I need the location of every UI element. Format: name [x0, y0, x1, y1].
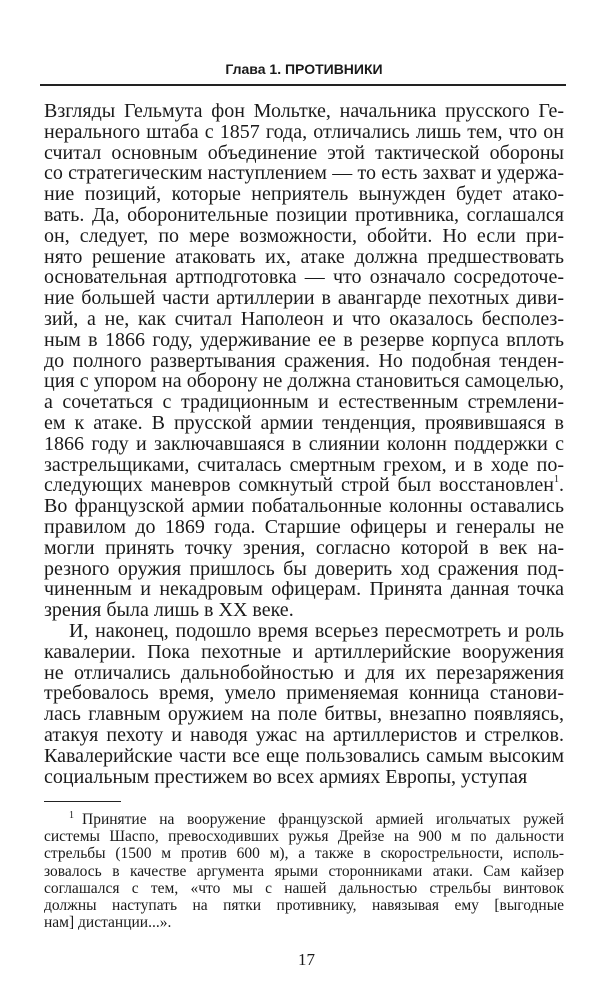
- line-text: Принятие на вооружение французской армией игольчатых ружей: [82, 811, 564, 828]
- text-line: [44, 663, 564, 684]
- text-line: [44, 621, 564, 642]
- line-text: следующих маневров сомкнутый строй был восстановлен: [44, 474, 554, 497]
- line-text: социальным престижем во всех армиях Европы, уступая: [44, 765, 528, 788]
- footnote-line: [44, 863, 564, 880]
- line-text: Во французской армии побатальонные колонны оставались: [44, 495, 564, 518]
- text-line: [44, 247, 564, 268]
- text-line: [44, 226, 564, 247]
- text-line: [44, 371, 564, 392]
- line-text: вать. Да, оборонительные позиции противника, соглашался: [44, 203, 564, 226]
- text-line: [44, 517, 564, 538]
- line-text: лась главным оружием на поле битвы, внезапно появляясь,: [44, 703, 564, 726]
- footnote-marker: 1: [69, 810, 74, 821]
- text-line: [44, 288, 564, 309]
- text-line: [44, 309, 564, 330]
- line-text: должны наступать на пятки противнику, навязывая ему [выгодные: [44, 896, 564, 914]
- text-line: [44, 475, 564, 496]
- footnote-rule: [44, 801, 121, 802]
- text-line: [44, 267, 564, 288]
- line-text: ция с упором на оборону не должна становиться самоцелью,: [44, 370, 564, 393]
- line-text: стрельбы (1500 м против 600 м), а также в скорострельности, исполь-: [44, 845, 564, 863]
- text-line: [44, 122, 564, 143]
- text-line: [44, 205, 564, 226]
- footnote-reference[interactable]: 1: [554, 474, 559, 486]
- text-line: [44, 392, 564, 413]
- line-text: зий, а не, как считал Наполеон и что оказалось бесполез-: [44, 307, 564, 330]
- line-text: ние позиций, которые неприятель вынужден будет атако-: [44, 183, 564, 206]
- line-text: Кавалерийские части все еще пользовались самым высоким: [44, 744, 564, 767]
- line-text: до полного развертывания сражения. Но подобная тенден-: [44, 349, 564, 372]
- text-line: [44, 330, 564, 351]
- text-line: [44, 496, 564, 517]
- text-line: [44, 184, 564, 205]
- punctuation: .: [559, 474, 564, 497]
- text-line: [44, 455, 564, 476]
- text-line: [44, 579, 564, 600]
- line-text: ние большей части артиллерии в авангарде пехотных диви-: [44, 287, 564, 310]
- footnote: [44, 811, 564, 931]
- footnote-line: [44, 897, 564, 914]
- text-line: [44, 163, 564, 184]
- line-text: кавалерии. Пока пехотные и артиллерийские вооружения: [44, 640, 564, 663]
- paragraph-1: [44, 101, 564, 621]
- line-text: требовалось время, умело применяемая конница станови-: [44, 682, 564, 705]
- line-text: он, следует, по мере возможности, обойти. Но если при-: [44, 224, 564, 247]
- line-text: ем к атаке. В прусской армии тенденция, проявившаяся в: [44, 411, 564, 434]
- line-text: правилом до 1869 года. Старшие офицеры и генералы не: [44, 515, 564, 538]
- line-text: нято решение атаковать их, атаке должна предшествовать: [44, 245, 564, 268]
- line-text: застрельщиками, считалась смертным грехом, и в ходе по-: [44, 453, 564, 476]
- footnote-line: [44, 914, 564, 931]
- footnote-line: [44, 845, 564, 862]
- text-line: [44, 351, 564, 372]
- line-text: нерального штаба с 1857 года, отличались лишь тем, что он: [44, 120, 564, 143]
- line-with-footnote-ref: [44, 474, 564, 496]
- page-number: 17: [298, 950, 315, 969]
- footnote-line: [44, 811, 564, 828]
- text-line: [44, 600, 564, 621]
- line-text: не отличались дальнобойностью и для их перезаряжения: [44, 661, 564, 684]
- text-line: [44, 767, 564, 788]
- line-text: И, наконец, подошло время всерьез пересмотреть и роль: [69, 619, 564, 642]
- header-rule: [40, 84, 566, 86]
- text-line: [44, 413, 564, 434]
- line-text: 1866 году и заключавшаяся в слиянии колонн поддержки с: [44, 432, 564, 455]
- text-line: [44, 642, 564, 663]
- line-text: а сочетаться с традиционным и естественным стремлени-: [44, 391, 564, 414]
- line-text: Взгляды Гельмута фон Мольтке, начальника прусского Ге-: [44, 100, 564, 122]
- line-text: соглашался с тем, «что мы с нашей дальностью стрельбы винтовок: [44, 879, 564, 897]
- body-text: [44, 101, 564, 787]
- text-line: [44, 746, 564, 767]
- paragraph-2: [44, 621, 564, 787]
- text-line: [44, 434, 564, 455]
- text-line: [44, 683, 564, 704]
- text-line: [44, 704, 564, 725]
- line-text: основательная артподготовка — что означало сосредоточе-: [44, 266, 564, 289]
- line-text: чиненным и некадровым офицерам. Принята данная точка: [44, 578, 564, 601]
- line-text: ным в 1866 году, удерживание ее в резерве корпуса вплоть: [44, 328, 564, 351]
- line-text: резного оружия пришлось бы доверить ход сражения под-: [44, 557, 564, 580]
- line-text: системы Шаспо, превосходивших ружья Дрейзе на 900 м по дальности: [44, 828, 564, 846]
- text-line: [44, 538, 564, 559]
- line-text: со стратегическим наступлением — то есть захват и удержа-: [44, 162, 564, 185]
- text-line: [44, 559, 564, 580]
- footnote-line: [44, 828, 564, 845]
- text-line: [44, 101, 564, 122]
- footnote-line: [44, 880, 564, 897]
- text-line: [44, 725, 564, 746]
- line-text: зрения была лишь в XX веке.: [44, 599, 294, 622]
- text-line: [44, 143, 564, 164]
- running-header: Глава 1. ПРОТИВНИКИ: [225, 61, 383, 77]
- line-text: могли принять точку зрения, согласно которой в век на-: [44, 536, 564, 559]
- line-text: зовалось в качестве аргумента ярыми сторонниками атаки. Сам кайзер: [44, 862, 564, 880]
- line-text: нам] дистанции...».: [44, 914, 172, 932]
- line-text: атакуя пехоту и наводя ужас на артиллеристов и стрелков.: [44, 723, 564, 746]
- line-text: считал основным объединение этой тактической обороны: [44, 141, 564, 164]
